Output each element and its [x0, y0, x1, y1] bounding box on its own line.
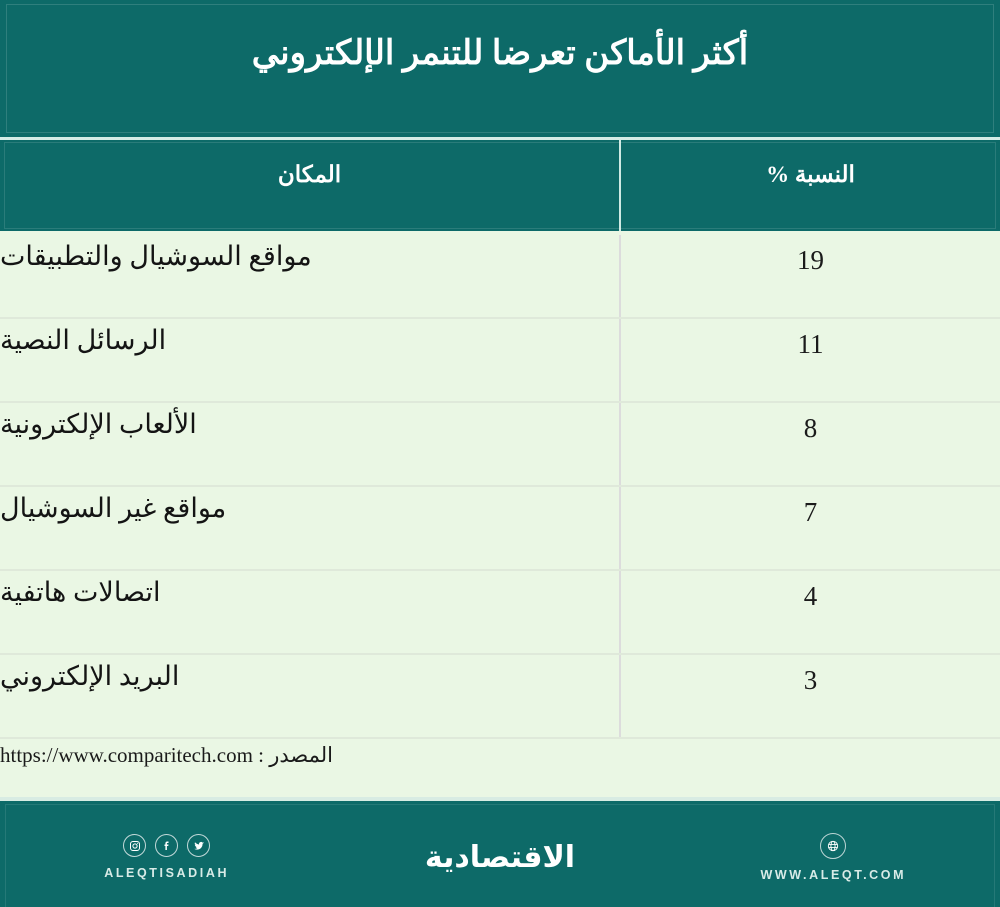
- cell-percent: 3: [619, 655, 1000, 737]
- cell-place: الرسائل النصية: [0, 325, 167, 355]
- cell-place: الألعاب الإلكترونية: [0, 409, 197, 439]
- title-band: [0, 0, 1000, 140]
- column-header-place: المكان: [277, 161, 342, 187]
- table-header-row: [0, 140, 1000, 235]
- footer-logo-group: [333, 840, 666, 875]
- page-title: أكثر الأماكن تعرضا للتنمر الإلكتروني: [251, 35, 749, 73]
- table-row: [0, 655, 1000, 739]
- twitter-icon[interactable]: [187, 834, 210, 857]
- table-row: [0, 235, 1000, 319]
- table-row: [0, 319, 1000, 403]
- cell-percent: 4: [619, 571, 1000, 653]
- table-row: [0, 571, 1000, 655]
- aleqtisadiah-logo: الاقتصادية: [424, 840, 576, 874]
- cell-place: البريد الإلكتروني: [0, 661, 180, 691]
- facebook-icon[interactable]: [155, 834, 178, 857]
- website-label: WWW.ALEQT.COM: [760, 867, 907, 882]
- instagram-icon[interactable]: [123, 834, 146, 857]
- data-table: [0, 140, 1000, 801]
- cell-place: مواقع غير السوشيال: [0, 493, 227, 523]
- source-text: المصدر : https://www.comparitech.com: [0, 743, 334, 767]
- cell-percent: 7: [619, 487, 1000, 569]
- source-row: [0, 739, 1000, 801]
- social-icon-row: [123, 834, 210, 857]
- footer-social-group: [0, 834, 333, 880]
- cell-percent: 11: [619, 319, 1000, 401]
- footer-website-group: [667, 833, 1000, 882]
- table-row: [0, 487, 1000, 571]
- cell-percent: 19: [619, 235, 1000, 317]
- footer-bar: [0, 801, 1000, 907]
- globe-icon[interactable]: [820, 833, 846, 859]
- social-handle-label: ALEQTISADIAH: [104, 866, 230, 880]
- column-header-percent: النسبة %: [619, 140, 1000, 231]
- table-row: [0, 403, 1000, 487]
- cell-place: مواقع السوشيال والتطبيقات: [0, 241, 312, 271]
- cell-percent: 8: [619, 403, 1000, 485]
- cell-place: اتصالات هاتفية: [0, 577, 161, 607]
